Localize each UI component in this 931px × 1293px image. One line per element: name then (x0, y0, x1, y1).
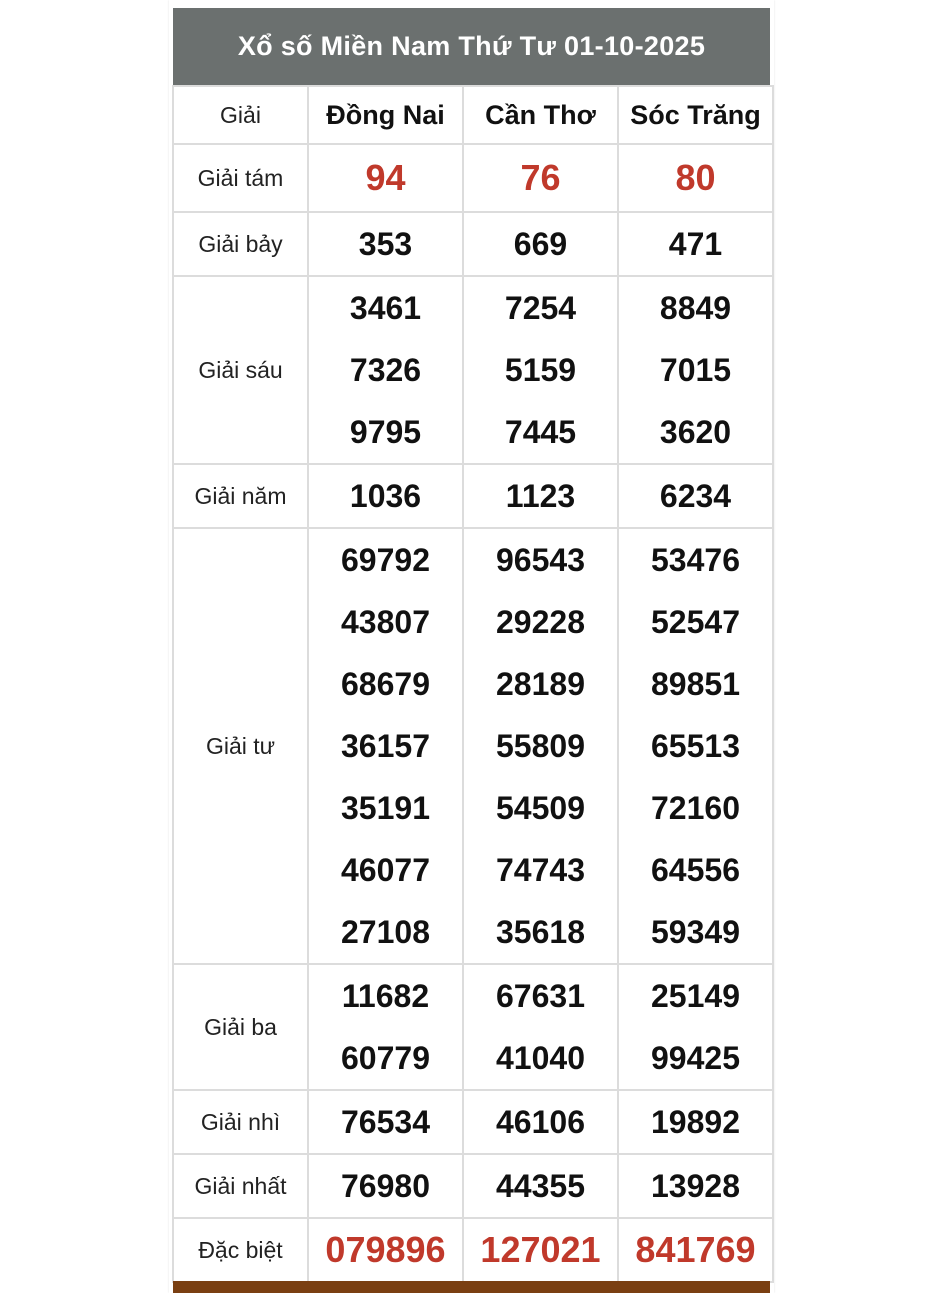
prize-cell (618, 276, 773, 464)
prize-number: 59349 (651, 914, 740, 950)
column-header-province: Sóc Trăng (618, 86, 773, 144)
prize-number: 8849 (659, 290, 732, 326)
prize-cell (463, 1154, 618, 1218)
prize-number: 1036 (349, 478, 422, 514)
prize-cell (463, 1218, 618, 1282)
prize-label: Đặc biệt (173, 1218, 308, 1282)
prize-row (173, 212, 773, 276)
prize-row (173, 964, 773, 1090)
table-header-row (173, 86, 773, 144)
column-header-prize: Giải (173, 86, 308, 144)
prize-number: 65513 (651, 728, 740, 764)
prize-number: 3620 (659, 414, 732, 450)
prize-row (173, 464, 773, 528)
prize-cell (463, 212, 618, 276)
prize-number: 69792 (341, 542, 430, 578)
prize-cell (618, 1218, 773, 1282)
footer-bar (173, 1281, 770, 1293)
prize-cell (463, 464, 618, 528)
prize-label: Giải năm (173, 464, 308, 528)
prize-number: 36157 (341, 728, 430, 764)
prize-cell (463, 1090, 618, 1154)
prize-label: Giải nhất (173, 1154, 308, 1218)
prize-number: 669 (513, 226, 568, 262)
prize-number: 9795 (349, 414, 422, 450)
lottery-results-card (169, 0, 774, 1293)
prize-number: 29228 (496, 604, 585, 640)
prize-cell (308, 528, 463, 964)
prize-cell (463, 144, 618, 212)
prize-cell (618, 464, 773, 528)
prize-label: Giải bảy (173, 212, 308, 276)
prize-number: 471 (668, 226, 723, 262)
prize-number: 80 (675, 157, 716, 198)
prize-label: Giải sáu (173, 276, 308, 464)
prize-number: 76 (520, 157, 561, 198)
prize-cell (618, 212, 773, 276)
prize-cell (308, 1090, 463, 1154)
prize-number: 6234 (659, 478, 732, 514)
prize-row (173, 144, 773, 212)
prize-number: 1123 (505, 478, 576, 514)
prize-number: 60779 (341, 1040, 430, 1076)
prize-row (173, 276, 773, 464)
prize-number: 76980 (341, 1168, 430, 1204)
prize-number: 52547 (651, 604, 740, 640)
prize-number: 7015 (659, 352, 732, 388)
results-table (172, 85, 774, 1283)
prize-number: 43807 (341, 604, 430, 640)
prize-number: 46106 (496, 1104, 585, 1140)
prize-number: 44355 (496, 1168, 585, 1204)
prize-number: 94 (365, 157, 406, 198)
prize-cell (618, 964, 773, 1090)
prize-row (173, 1218, 773, 1282)
prize-cell (308, 212, 463, 276)
prize-number: 13928 (651, 1168, 740, 1204)
prize-cell (308, 1218, 463, 1282)
prize-label: Giải ba (173, 964, 308, 1090)
prize-number: 55809 (496, 728, 585, 764)
results-title: Xổ số Miền Nam Thứ Tư 01-10-2025 (173, 8, 770, 85)
prize-number: 127021 (480, 1229, 601, 1270)
prize-number: 25149 (651, 978, 740, 1014)
prize-number: 19892 (651, 1104, 740, 1140)
prize-cell (618, 1090, 773, 1154)
prize-cell (308, 276, 463, 464)
prize-cell (308, 1154, 463, 1218)
prize-number: 11682 (341, 978, 430, 1014)
prize-cell (618, 144, 773, 212)
prize-number: 28189 (496, 666, 585, 702)
prize-number: 7326 (349, 352, 422, 388)
column-header-province: Cần Thơ (463, 86, 618, 144)
prize-label: Giải tư (173, 528, 308, 964)
prize-label: Giải tám (173, 144, 308, 212)
prize-number: 64556 (651, 852, 740, 888)
prize-number: 99425 (651, 1040, 740, 1076)
prize-number: 41040 (496, 1040, 585, 1076)
prize-number: 7445 (504, 414, 577, 450)
prize-number: 079896 (325, 1229, 446, 1270)
prize-number: 35191 (341, 790, 430, 826)
prize-row (173, 1154, 773, 1218)
prize-cell (463, 964, 618, 1090)
prize-number: 53476 (651, 542, 740, 578)
prize-row (173, 1090, 773, 1154)
prize-number: 76534 (341, 1104, 430, 1140)
prize-number: 46077 (341, 852, 430, 888)
column-header-province: Đồng Nai (308, 86, 463, 144)
prize-cell (618, 528, 773, 964)
prize-cell (463, 276, 618, 464)
prize-number: 67631 (496, 978, 585, 1014)
prize-number: 7254 (504, 290, 577, 326)
prize-number: 72160 (651, 790, 740, 826)
prize-label: Giải nhì (173, 1090, 308, 1154)
prize-number: 353 (358, 226, 413, 262)
prize-cell (308, 144, 463, 212)
prize-cell (308, 464, 463, 528)
prize-cell (618, 1154, 773, 1218)
prize-number: 841769 (635, 1229, 756, 1270)
prize-cell (463, 528, 618, 964)
prize-number: 54509 (496, 790, 585, 826)
prize-cell (308, 964, 463, 1090)
prize-number: 89851 (651, 666, 740, 702)
prize-number: 3461 (349, 290, 422, 326)
prize-number: 27108 (341, 914, 430, 950)
prize-number: 5159 (504, 352, 577, 388)
prize-number: 74743 (496, 852, 585, 888)
prize-number: 35618 (496, 914, 585, 950)
prize-number: 68679 (341, 666, 430, 702)
prize-row (173, 528, 773, 964)
prize-number: 96543 (496, 542, 585, 578)
